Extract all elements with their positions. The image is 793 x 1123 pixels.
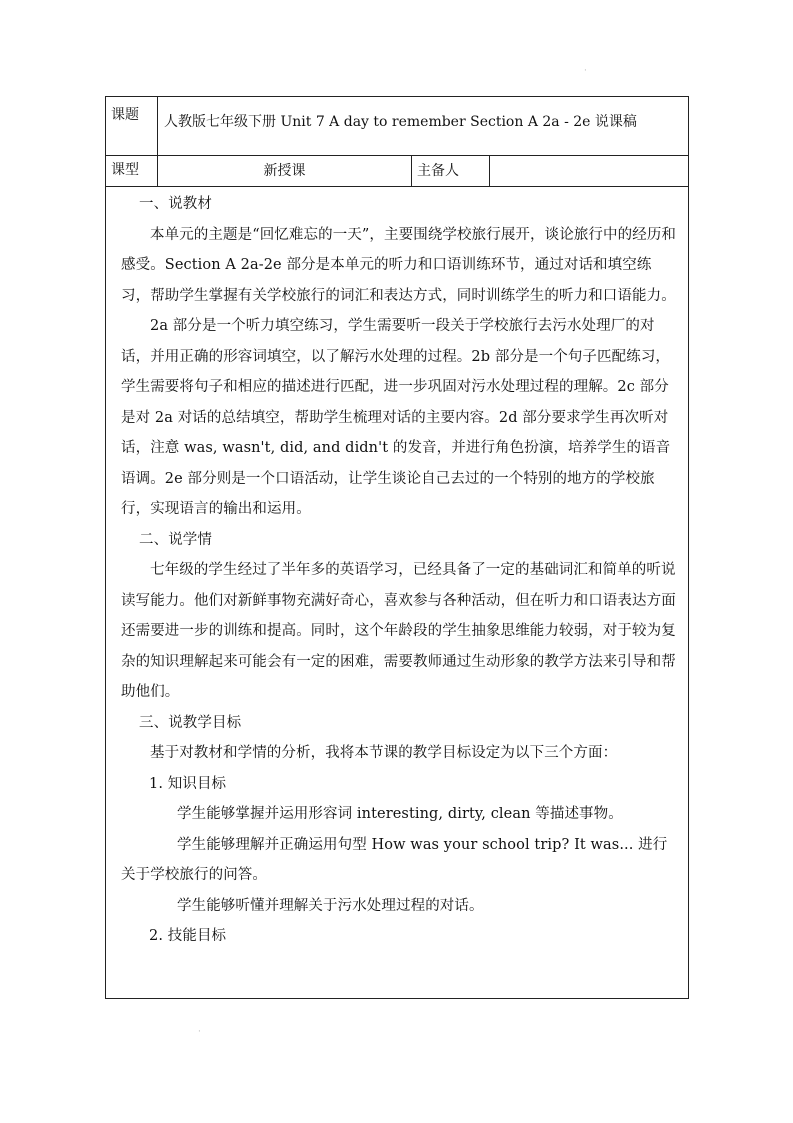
corner-mark: ·: [584, 66, 587, 76]
paragraph: 基于对教材和学情的分析，我将本节课的教学目标设定为以下三个方面：: [150, 745, 618, 761]
section-heading: 二、说学情: [139, 531, 212, 548]
title-label: 课题: [106, 97, 158, 156]
type-row: [106, 156, 689, 187]
lead-label: 主备人: [412, 156, 490, 187]
paragraph: 2a 部分是一个听力填空练习，学生需要听一段关于学校旅行去污水处理厂的对话，并用正确的形容词填空，以了解污水处理的过程。2b 部分是一个句子匹配练习，学生需要将句子和相应的描述进行匹配，进一步巩固对污水处理过程的理解。2c 部分是对 2a 对话的总结填空，帮助学生梳理对话的主要内容。2d 部分要求学生再次听对话，注意 was, wasn't, did, and didn't 的发音，并进行角色扮演，培养学生的语音语调。2e 部分则是一个口语活动，让学生谈论自己去过的一个特别的地方的学校旅行，实现语言的输出和运用。: [121, 318, 671, 517]
title-value: 人教版七年级下册 Unit 7 A day to remember Section A 2a - 2e 说课稿: [158, 97, 689, 156]
subsection-heading: 2. 技能目标: [149, 928, 227, 944]
goal-item: 学生能够掌握并运用形容词 interesting, dirty, clean 等描述事物。: [177, 806, 623, 822]
section-heading: 一、说教材: [139, 196, 212, 212]
goal-item: 学生能够听懂并理解关于污水处理过程的对话。: [177, 897, 484, 914]
lesson-plan-table: [105, 96, 689, 999]
content-cell: [106, 187, 689, 999]
content-row: [106, 187, 689, 999]
footer-mark: ·: [198, 1027, 201, 1037]
document-body: [106, 187, 688, 952]
type-value: 新授课: [158, 156, 412, 187]
subsection-heading: 1. 知识目标: [149, 775, 227, 792]
paragraph: 本单元的主题是“回忆难忘的一天”，主要围绕学校旅行展开，谈论旅行中的经历和感受。Section A 2a-2e 部分是本单元的听力和口语训练环节，通过对话和填空练习，帮助学生掌握有关学校旅行的词汇和表达方式，同时训练学生的听力和口语能力。: [121, 226, 677, 304]
lead-value: [490, 156, 689, 187]
section-heading: 三、说教学目标: [139, 714, 242, 731]
title-row: [106, 97, 689, 156]
paragraph: 七年级的学生经过了半年多的英语学习，已经具备了一定的基础词汇和简单的听说读写能力。他们对新鲜事物充满好奇心，喜欢参与各种活动，但在听力和口语表达方面还需要进一步的训练和提高。同时，这个年龄段的学生抽象思维能力较弱，对于较为复杂的知识理解起来可能会有一定的困难，需要教师通过生动形象的教学方法来引导和帮助他们。: [121, 562, 676, 700]
type-label: 课型: [106, 156, 158, 187]
goal-item: 学生能够理解并正确运用句型 How was your school trip? It was... 进行关于学校旅行的问答。: [121, 836, 668, 883]
